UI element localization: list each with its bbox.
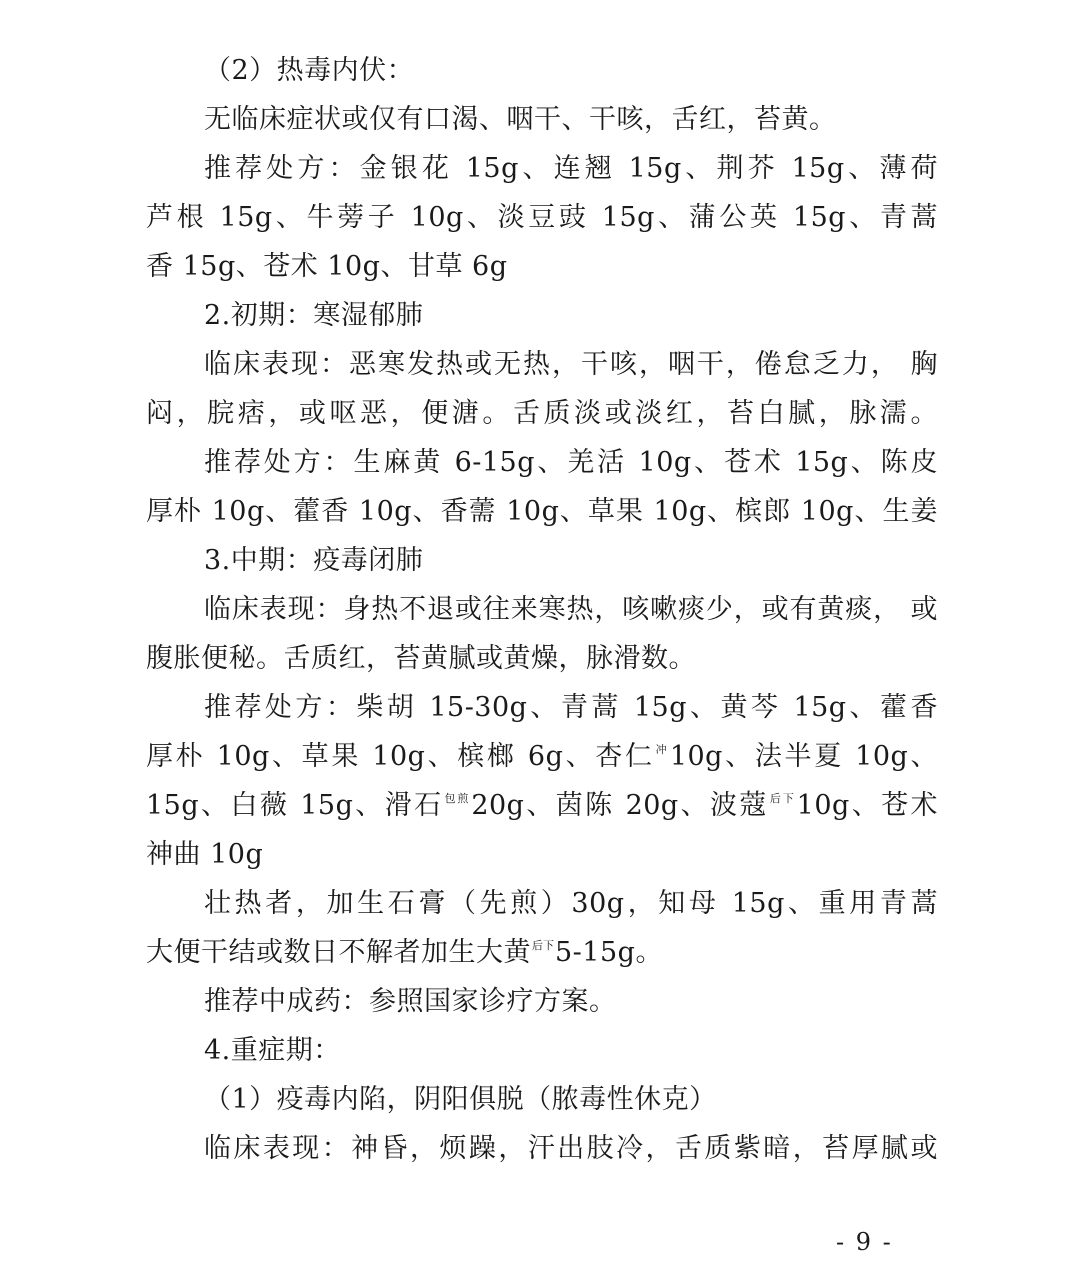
paragraph-line: 腹胀便秘。舌质红，苔黄腻或黄燥，脉滑数。 xyxy=(146,643,696,674)
paragraph-line-with-note xyxy=(146,928,938,977)
line-text: 5-15g。 xyxy=(555,937,663,968)
paragraph-line: 推荐处方：柴胡 15-30g、青蒿 15g、黄芩 15g、藿香 xyxy=(204,692,938,723)
paragraph-line: 厚朴 10g、藿香 10g、香薷 10g、草果 10g、槟郎 10g、生姜 xyxy=(146,496,938,527)
annotation-note: 包煎 xyxy=(444,792,471,805)
paragraph-line-with-notes xyxy=(146,781,938,830)
line-text: 15g、白薇 15g、滑石 xyxy=(146,790,444,821)
section-heading-middle-stage: 3.中期：疫毒闭肺 xyxy=(204,545,424,576)
line-text: 10g、法半夏 10g、 xyxy=(669,741,938,772)
section-heading-severe-stage: 4.重症期： xyxy=(204,1035,341,1066)
paragraph-line: 闷，脘痞，或呕恶，便溏。舌质淡或淡红，苔白腻，脉濡。 xyxy=(146,398,938,429)
paragraph-line: 壮热者，加生石膏（先煎）30g，知母 15g、重用青蒿 xyxy=(204,888,938,919)
line-text: 10g、苍术 xyxy=(796,790,938,821)
section-heading-initial-stage: 2.初期：寒湿郁肺 xyxy=(204,300,424,331)
annotation-note: 后下 xyxy=(769,792,796,805)
paragraph-line: 无临床症状或仅有口渴、咽干、干咳，舌红，苔黄。 xyxy=(204,104,837,135)
subsection-heading-toxin-collapse: （1）疫毒内陷，阴阳俱脱（脓毒性休克） xyxy=(204,1084,717,1115)
paragraph-line-with-note xyxy=(146,732,938,781)
subsection-heading-heat-toxin: （2）热毒内伏： xyxy=(204,55,415,86)
paragraph-line: 芦根 15g、牛蒡子 10g、淡豆豉 15g、蒲公英 15g、青蒿 xyxy=(146,202,938,233)
document-body xyxy=(146,46,938,1173)
line-text: 大便干结或数日不解者加生大黄 xyxy=(146,937,531,968)
paragraph-line: 香 15g、苍术 10g、甘草 6g xyxy=(146,251,508,282)
page-number: - 9 - xyxy=(836,1228,893,1256)
paragraph-line: 推荐处方：金银花 15g、连翘 15g、荆芥 15g、薄荷 xyxy=(204,153,938,184)
annotation-note: 后下 xyxy=(532,939,554,952)
paragraph-line: 推荐中成药：参照国家诊疗方案。 xyxy=(204,986,617,1017)
paragraph-line: 临床表现：神昏，烦躁，汗出肢冷，舌质紫暗，苔厚腻或 xyxy=(204,1133,938,1164)
line-text: 20g、茵陈 20g、波蔻 xyxy=(471,790,769,821)
paragraph-line: 推荐处方：生麻黄 6-15g、羌活 10g、苍术 15g、陈皮 xyxy=(204,447,938,478)
line-text: 厚朴 10g、草果 10g、槟榔 6g、杏仁 xyxy=(146,741,655,772)
paragraph-line: 临床表现：恶寒发热或无热，干咳，咽干，倦怠乏力， 胸 xyxy=(204,349,938,380)
paragraph-line: 神曲 10g xyxy=(146,839,264,870)
annotation-note: 冲 xyxy=(655,743,669,756)
paragraph-line: 临床表现：身热不退或往来寒热，咳嗽痰少，或有黄痰， 或 xyxy=(204,594,938,625)
